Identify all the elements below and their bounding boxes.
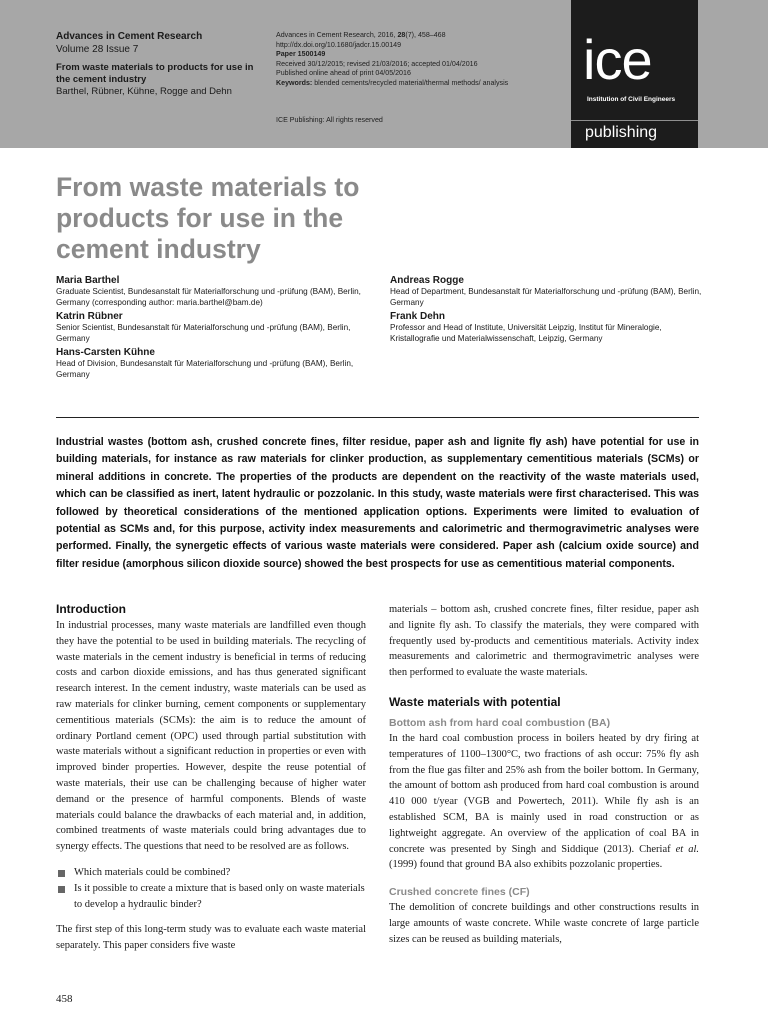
author-affiliation: Professor and Head of Institute, Universität Leipzig, Institut für Mineralogie, Kristallografie und Materialwissenschaft, Leipzig, Germany	[390, 323, 662, 343]
section-heading-waste-materials: Waste materials with potential	[389, 694, 561, 709]
author-affiliation: Graduate Scientist, Bundesanstalt für Materialforschung und -prüfung (BAM), Berlin, Germany (corresponding author: maria.barthel@bam.de)	[56, 287, 361, 307]
ice-logo-wordmark: ice	[583, 28, 652, 91]
author-name: Katrin Rübner	[56, 311, 123, 322]
journal-volume: Volume 28 Issue 7	[56, 44, 139, 55]
logo-divider	[571, 120, 698, 121]
running-title: From waste materials to products for use in the cement industry	[56, 62, 254, 85]
journal-name: Advances in Cement Research	[56, 31, 203, 42]
citation: Advances in Cement Research, 2016, 28(7), 458–468	[276, 31, 446, 39]
author-entry	[56, 274, 376, 308]
author-name: Hans-Carsten Kühne	[56, 347, 155, 358]
author-entry	[390, 274, 710, 308]
author-list-right	[390, 274, 710, 346]
ice-publishing-logo	[571, 0, 698, 148]
author-entry	[390, 310, 710, 344]
page-number: 458	[56, 993, 73, 1005]
list-item: Which materials could be combined?	[56, 865, 366, 881]
rights-statement: ICE Publishing: All rights reserved	[276, 116, 383, 124]
intro-paragraph: In industrial processes, many waste materials are landfilled even though they have the potential to be used in building materials. The recycling of waste materials in the cement industry is beneficial in terms of reducing costs and carbon dioxide emissions, and has thus generated significant research interest. In the cement industry, waste materials can be used as raw materials for clinker burning, cement components or supplementary cementitious materials (SCMs): the aim is to reduce the amount of ordinary Portland cement (OPC) used through partial substitution with waste materials without a significant reduction in properties or even with improved binder properties. However, despite the reuse potential of waste materials, their use can be challenging because of higher water demand or the presence of harmful components. Blends of waste materials could balance the drawbacks of each material and, in addition, combined treatments of waste materials could bring advantages due to synergy effects. The questions that need to be resolved are as follows.	[56, 620, 366, 853]
author-affiliation: Head of Department, Bundesanstalt für Materialforschung und -prüfung (BAM), Berlin, Germany	[390, 287, 702, 307]
author-name: Maria Barthel	[56, 275, 120, 286]
author-affiliation: Head of Division, Bundesanstalt für Materialforschung und -prüfung (BAM), Berlin, Germany	[56, 359, 354, 379]
ice-logo-subtitle: Institution of Civil Engineers	[587, 96, 676, 103]
published-date: Published online ahead of print 04/05/2016	[276, 69, 411, 78]
author-name: Andreas Rogge	[390, 275, 464, 286]
publication-details	[276, 31, 566, 124]
subsection-heading-bottom-ash: Bottom ash from hard coal combustion (BA)	[389, 716, 611, 729]
running-authors: Barthel, Rübner, Kühne, Rogge and Dehn	[56, 86, 232, 97]
paper-number: Paper 1500149	[276, 50, 326, 59]
history-dates: Received 30/12/2015; revised 21/03/2016; accepted 01/04/2016	[276, 59, 478, 68]
intro-paragraph: materials – bottom ash, crushed concrete fines, filter residue, paper ash and lignite fly ash. To classify the materials, they were compared with frequently used by-products and cementitious materials. Activity index measurements and calorimetric and thermogravimetric analyses were then performed to evaluate the waste materials.	[389, 604, 699, 679]
keywords: Keywords: blended cements/recycled material/thermal methods/ analysis	[276, 78, 509, 87]
author-name: Frank Dehn	[390, 311, 446, 322]
crushed-concrete-paragraph: The demolition of concrete buildings and other constructions results in large amounts of waste concrete. While waste concrete of large particle sizes can be reused as building materials,	[389, 902, 699, 945]
bottom-ash-paragraph: In the hard coal combustion process in boilers heated by dry firing at temperatures of 1100–1300°C, two fractions of ash occur: 75% fly ash from the flue gas filter and 25% ash from the boiler bottom. In Germany, the amount of bottom ash produced from hard coal combustion is around 410 000 t/year (VGB and Powertech, 2011). While fly ash is an established SCM, BA is mainly used in road construction or as lightweight aggregate. An overview of the application of coal BA in concrete was presented by Singh and Siddique (2013). Cheriaf et al. (1999) found that ground BA also exhibits pozzolanic properties.	[389, 732, 699, 871]
body-column-right	[389, 602, 699, 948]
abstract: Industrial wastes (bottom ash, crushed concrete fines, filter residue, paper ash and lignite fly ash) have potential for use in building materials, for instance as raw materials for clinker production, as supplementary cementitious materials (SCMs) or mineral additions in concrete. The properties of the products are dependent on the reactivity of the waste materials used, which can be classified as inert, latent hydraulic or pozzolanic. In this study, waste materials were first characterised. This was followed by theoretical considerations of the mentioned application options. Experiments were limited to evaluation of potential as SCMs and, for this purpose, activity index measurements and calorimetric and thermogravimetric analyses were performed. Finally, the synergetic effects of various waste materials were considered. Paper ash (calcium oxide source) and filter residue (amorphous silicon dioxide source) showed the best prospects for use as cementitious material components.	[56, 436, 699, 570]
journal-header-band	[0, 0, 768, 148]
author-entry	[56, 346, 376, 380]
intro-paragraph: The first step of this long-term study was to evaluate each waste material separately. This paper considers five waste	[56, 924, 366, 952]
author-entry	[56, 310, 376, 344]
publishing-wordmark: publishing	[585, 124, 658, 141]
list-item: Is it possible to create a mixture that is based only on waste materials to develop a hydraulic binder?	[56, 881, 366, 913]
abstract-divider	[56, 417, 699, 418]
section-heading-introduction: Introduction	[56, 602, 126, 616]
body-column-left	[56, 602, 366, 954]
subsection-heading-crushed-concrete: Crushed concrete fines (CF)	[389, 886, 530, 899]
author-affiliation: Senior Scientist, Bundesanstalt für Materialforschung und -prüfung (BAM), Berlin, Germany	[56, 323, 351, 343]
journal-info	[56, 30, 266, 98]
question-list	[56, 865, 366, 912]
author-list-left	[56, 274, 376, 382]
article-title: From waste materials to products for use in the cement industry	[56, 172, 360, 264]
doi-link[interactable]: http://dx.doi.org/10.1680/jadcr.15.00149	[276, 40, 402, 49]
